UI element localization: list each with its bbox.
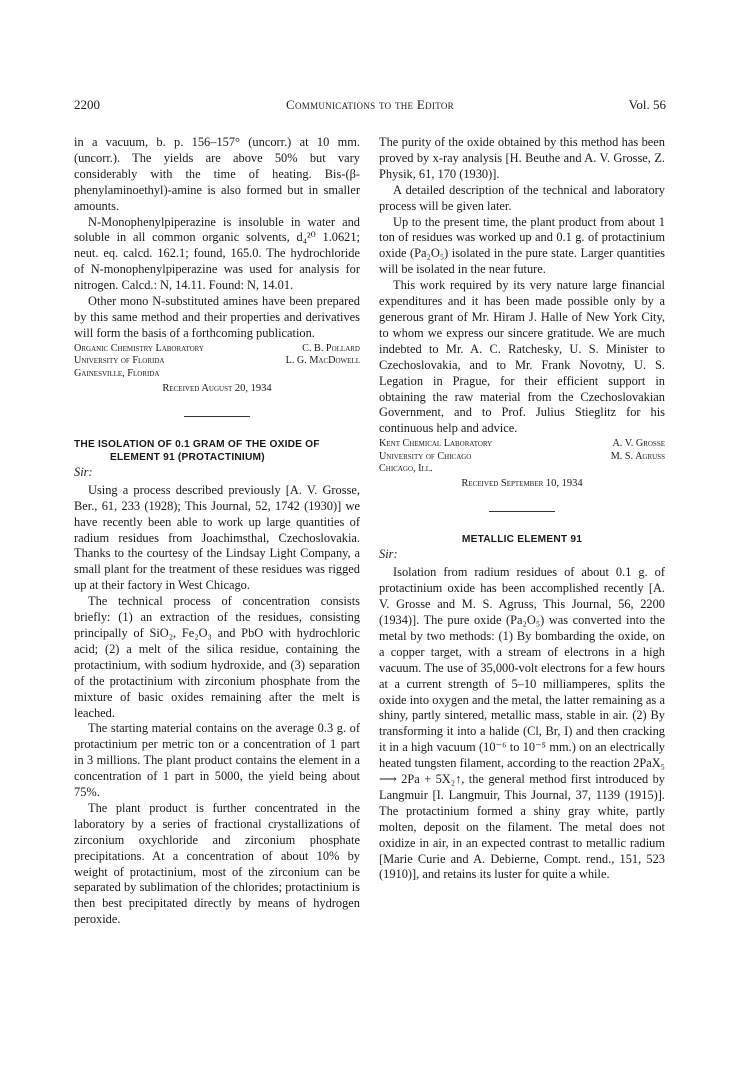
lab-name: Kent Chemical Laboratory	[379, 438, 493, 450]
lab-location: Chicago, Ill.	[379, 463, 433, 475]
lab-name: University of Florida	[74, 355, 165, 367]
author-name: M. S. Agruss	[610, 450, 665, 462]
article-title-line: ELEMENT 91 (PROTACTINIUM)	[110, 451, 265, 463]
paragraph: N-Monophenylpiperazine is insoluble in water and soluble in all common organic solvents, d₄²⁰ 1.0621; neut. eq. calcd. 162.1; found, 165.0. The hydrochloride of N-monophenylpiperazine was used for analysis for nitrogen. Calcd.: N, 14.11. Found: N, 14.01.	[74, 214, 360, 293]
right-column	[379, 135, 665, 883]
paragraph: A detailed description of the technical and laboratory process will be given later.	[379, 182, 665, 213]
page-number: 2200	[74, 97, 100, 112]
lab-name: Organic Chemistry Laboratory	[74, 342, 204, 354]
author-name: L. G. MacDowell	[285, 355, 360, 367]
paragraph: The plant product is further concentrated in the laboratory by a series of fractional crystallizations of zirconium oxychloride and zirconium phosphate precipitations. At a concentration of about 10% by weight of protactinium, most of the zirconium can be separated by sublimation of the chlorides; protactinium is then best precipitated directly by means of hydrogen peroxide.	[74, 800, 360, 927]
paragraph: Isolation from radium residues of about 0.1 g. of protactinium oxide has been accomplished recently [A. V. Grosse and M. S. Agruss, This Journal, 56, 2200 (1934)]. The pure oxide (Pa₂O₅) was converted into the metal by two methods: (1) By bombarding the oxide, on a copper target, with a stream of electrons in a high vacuum. The use of 35,000-volt electrons for a few hours at a current strength of 5–10 milliamperes, splits the oxide into oxygen and the metal, the latter remaining as a shiny, partly sintered, metallic mass, stable in air. (2) By transforming it into a halide (Cl, Br, I) and then cracking it in a high vacuum (10⁻⁶ to 10⁻⁵ mm.) on an electrically heated tungsten filament, according to the reaction 2PaX₅ ⟶ 2Pa + 5X₂↑, the general method first introduced by Langmuir [I. Langmuir, This Journal, 37, 1139 (1915)]. The protactinium formed a shiny gray white, partly molten, deposit on the filament. The metal does not oxidize in air, in an expected contrast to metallic radium [Marie Curie and A. Debierne, Compt. rend., 151, 523 (1910)], and retains its luster for quite a while.	[379, 565, 665, 882]
author-name: A. V. Grosse	[612, 438, 665, 450]
author-signature	[74, 343, 360, 380]
article-title: METALLIC ELEMENT 91	[461, 534, 583, 546]
paragraph: in a vacuum, b. p. 156–157° (uncorr.) at 10 mm. (uncorr.). The yields are above 50% but vary considerably with the time of heating. Bis-(β-phenylaminoethyl)-amine is also formed but in smaller amounts.	[74, 135, 360, 213]
section-divider	[489, 511, 555, 512]
paragraph: This work required by its very nature large financial expenditures and it has been made possible only by a generous grant of Mr. Hiram J. Halle of New York City, to whom we express our sincere gratitude. We are much indebted to Mr. A. C. Ratchesky, U. S. Minister to Czechoslovakia, and to Mr. Frank Novotny, U. S. Legation in Prague, for their efficient support in obtaining the raw material from the Czechoslovakian Government, and to Prof. Julius Stieglitz for his continuous help and advice.	[379, 278, 665, 436]
lab-location: Gainesville, Florida	[74, 367, 160, 379]
received-date: Received August 20, 1934	[162, 383, 272, 394]
paragraph: Up to the present time, the plant product from about 1 ton of residues was worked up and 0.1 g. of protactinium oxide (Pa₂O₅) isolated in the pure state. Larger quantities will be isolated in the near future.	[379, 214, 665, 277]
running-title: Communications to the Editor	[286, 97, 454, 112]
article-title-line: THE ISOLATION OF 0.1 GRAM OF THE OXIDE OF	[74, 438, 320, 450]
paragraph: The purity of the oxide obtained by this method has been proved by x-ray analysis [H. Beuthe and A. V. Grosse, Z. Physik, 61, 170 (1930)].	[379, 135, 665, 181]
volume-label: Vol. 56	[628, 97, 666, 112]
salutation: Sir:	[74, 464, 93, 479]
author-signature	[379, 438, 665, 475]
left-column	[74, 135, 360, 928]
salutation: Sir:	[379, 547, 398, 562]
lab-name: University of Chicago	[379, 450, 472, 462]
running-header	[74, 97, 666, 117]
author-name: C. B. Pollard	[302, 342, 360, 354]
article-title	[74, 438, 360, 464]
paragraph: The technical process of concentration consists briefly: (1) an extraction of the residues, consisting principally of SiO₂, Fe₂O₃ and PbO with hydrochloric acid; (2) a melt of the silica residue, containing the protactinium, with sodium hydroxide, and (3) separation of the protactinium with zirconium phosphate from the mixture of basic oxides remaining after the melt is leached.	[74, 594, 360, 720]
section-divider	[184, 416, 250, 417]
paragraph: Other mono N-substituted amines have been prepared by this same method and their properties and derivatives will form the basis of a forthcoming publication.	[74, 294, 360, 340]
paragraph: The starting material contains on the average 0.3 g. of protactinium per metric ton or a concentration of 1 part in 3 millions. The plant product contains the element in a concentration of 1 part in 5000, the yield being about 75%.	[74, 721, 360, 800]
paragraph: Using a process described previously [A. V. Grosse, Ber., 61, 233 (1928); This Journal, 52, 1742 (1930)] we have recently been able to work up large quantities of radium residues from Joachimsthal, Czechoslovakia. Thanks to the courtesy of the Lindsay Light Company, a small plant for the treatment of these residues was rigged up at their factory in West Chicago.	[74, 482, 360, 593]
received-date: Received September 10, 1934	[461, 478, 583, 490]
